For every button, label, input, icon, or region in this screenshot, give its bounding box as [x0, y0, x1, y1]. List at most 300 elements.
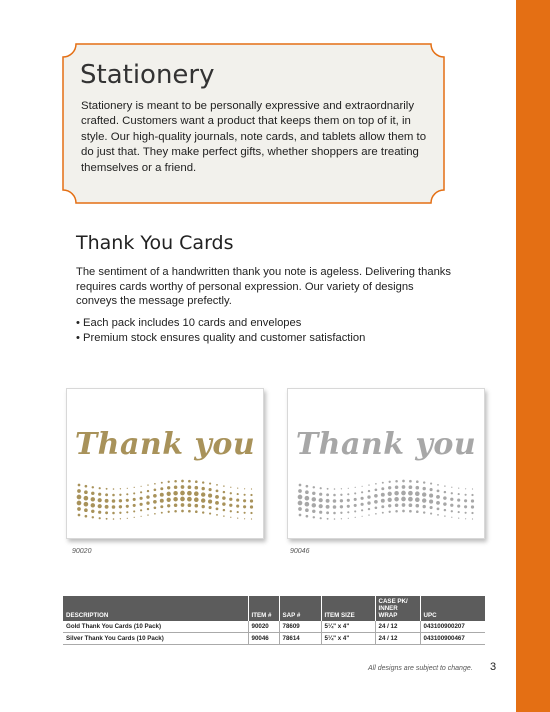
decorative-dot — [472, 518, 473, 519]
table-cell: 78614 — [279, 633, 321, 645]
decorative-dot — [416, 504, 420, 508]
decorative-dot — [112, 505, 116, 509]
decorative-dot — [313, 486, 315, 488]
decorative-dot — [181, 485, 185, 489]
decorative-dot — [437, 490, 440, 493]
decorative-dot — [368, 508, 370, 510]
decorative-dot — [126, 493, 128, 495]
decorative-dot — [167, 504, 170, 507]
decorative-dot — [236, 505, 239, 508]
decorative-dot — [451, 517, 452, 518]
product-sku-label: 90020 — [72, 548, 92, 555]
table-cell: 5¼" x 4" — [321, 621, 375, 633]
decorative-dot — [237, 518, 238, 519]
section-side-tab-label-wrap — [0, 0, 34, 712]
decorative-dot — [105, 493, 108, 496]
decorative-dot — [334, 518, 336, 520]
decorative-dot — [167, 498, 171, 502]
decorative-dot — [126, 505, 129, 508]
decorative-dot — [153, 500, 157, 504]
decorative-dot — [84, 496, 89, 501]
decorative-dot — [471, 512, 473, 514]
decorative-dot — [367, 495, 370, 498]
decorative-dot — [395, 480, 398, 483]
decorative-dot — [348, 518, 349, 519]
decorative-dot — [140, 509, 142, 511]
table-header-cell: UPC — [420, 596, 485, 621]
decorative-dot — [423, 505, 426, 508]
decorative-dot — [341, 488, 342, 489]
decorative-dot — [244, 512, 246, 514]
decorative-dot — [340, 505, 343, 508]
decorative-dot — [354, 510, 356, 512]
decorative-dot — [99, 487, 101, 489]
decorative-dot — [106, 488, 108, 490]
decorative-dot — [223, 491, 225, 493]
decorative-dot — [437, 514, 439, 516]
decorative-dot — [333, 505, 337, 509]
decorative-dot — [78, 484, 81, 487]
decorative-dot — [457, 505, 460, 508]
decorative-dot — [84, 490, 88, 494]
decorative-dot — [188, 485, 192, 489]
decorative-dot — [333, 499, 337, 503]
decorative-dot — [354, 498, 357, 501]
decorative-dot — [222, 502, 225, 505]
decorative-dot — [298, 495, 303, 500]
decorative-dot — [112, 499, 116, 503]
table-cell: 043100900467 — [420, 633, 485, 645]
decorative-dot — [167, 492, 171, 496]
decorative-dot — [382, 512, 384, 514]
decorative-dot — [127, 518, 128, 519]
decorative-dot — [451, 487, 452, 488]
decorative-dot — [250, 512, 252, 514]
decorative-dot — [236, 499, 239, 502]
decorative-dot — [381, 505, 384, 508]
decorative-dot — [401, 497, 406, 502]
decorative-dot — [78, 514, 81, 517]
decorative-dot — [146, 501, 149, 504]
decorative-dot — [208, 494, 212, 498]
intro-title: Stationery — [80, 60, 215, 90]
decorative-dot — [465, 512, 467, 514]
table-header-cell: DESCRIPTION — [63, 596, 248, 621]
decorative-dot — [306, 515, 309, 518]
table-header-row — [63, 596, 485, 621]
decorative-dot — [395, 503, 399, 507]
decorative-dot — [201, 492, 205, 496]
decorative-dot — [429, 494, 433, 498]
decorative-dot — [444, 491, 446, 493]
decorative-dot — [471, 505, 474, 508]
decorative-dot — [326, 499, 330, 503]
decorative-dot — [98, 498, 102, 502]
table-header-cell: SAP # — [279, 596, 321, 621]
decorative-dot — [326, 511, 329, 514]
decorative-dot — [348, 488, 349, 489]
decorative-dot — [85, 515, 88, 518]
footer-disclaimer: All designs are subject to change. — [368, 665, 473, 672]
decorative-dot — [458, 488, 459, 489]
decorative-dot — [181, 503, 185, 507]
decorative-dot — [375, 488, 378, 491]
decorative-dot — [422, 498, 426, 502]
decorative-dot — [113, 518, 115, 520]
decorative-dot — [430, 488, 433, 491]
decorative-dot — [409, 485, 413, 489]
decorative-dot — [194, 497, 199, 502]
decorative-dot — [160, 487, 163, 490]
decorative-dot — [174, 503, 178, 507]
decorative-dot — [415, 491, 420, 496]
decorative-dot — [229, 498, 232, 501]
decorative-dot — [133, 504, 136, 507]
decorative-dot — [465, 488, 466, 489]
decorative-dot — [91, 492, 94, 495]
decorative-dot — [140, 503, 143, 506]
decorative-dot — [201, 498, 205, 502]
decorative-dot — [250, 494, 252, 496]
decorative-dot — [326, 493, 329, 496]
decorative-dot — [355, 487, 356, 488]
decorative-dot — [305, 490, 309, 494]
card-thank-you-text: Thank you — [295, 427, 477, 462]
decorative-dot — [395, 510, 398, 513]
decorative-dot — [402, 485, 406, 489]
decorative-dot — [374, 494, 378, 498]
decorative-dot — [354, 504, 357, 507]
decorative-dot — [84, 508, 88, 512]
table-header-cell: ITEM # — [248, 596, 279, 621]
decorative-dot — [216, 508, 219, 511]
decorative-dot — [408, 491, 413, 496]
decorative-dot — [347, 499, 350, 502]
decorative-dot — [230, 510, 232, 512]
decorative-dot — [458, 518, 459, 519]
decorative-dot — [333, 494, 336, 497]
decorative-dot — [368, 514, 369, 515]
decorative-dot — [134, 517, 135, 518]
decorative-dot — [416, 486, 420, 490]
decorative-dot — [106, 518, 108, 520]
decorative-dot — [112, 494, 115, 497]
decorative-dot — [98, 504, 102, 508]
decorative-dot — [243, 505, 246, 508]
decorative-dot — [141, 486, 142, 487]
intro-text: Stationery is meant to be personally expressive and extraordnarily crafted. Customers want a product that keeps them on top of it, in style. Our high-quality journals, note cards, and tablets allow them to do just that. They make perfect gifts, whether shoppers are treating themselves or a friend. — [81, 100, 427, 174]
decorative-dot — [209, 488, 212, 491]
decorative-dot — [451, 510, 453, 512]
section-text: The sentiment of a handwritten thank you note is ageless. Delivering thanks requires cards worthy of personal expression. Our variety of designs conveys the message prefectly. — [76, 266, 451, 307]
decorative-dot — [471, 499, 474, 502]
decorative-dot — [187, 497, 192, 502]
decorative-dot — [437, 508, 440, 511]
decorative-dot — [133, 498, 136, 501]
decorative-dot — [402, 480, 405, 483]
decorative-dot — [147, 484, 148, 485]
decorative-dot — [333, 512, 336, 515]
decorative-dot — [134, 487, 135, 488]
decorative-dot — [140, 491, 142, 493]
decorative-dot — [340, 499, 343, 502]
decorative-dot — [119, 512, 121, 514]
table-cell: 5¼" x 4" — [321, 633, 375, 645]
decorative-dot — [195, 480, 198, 483]
decorative-dot — [319, 493, 322, 496]
decorative-dot — [105, 499, 109, 503]
decorative-dot — [244, 494, 246, 496]
decorative-dot — [319, 498, 323, 502]
decorative-dot — [174, 480, 177, 483]
decorative-dot — [243, 499, 246, 502]
decorative-dot — [91, 497, 95, 501]
decorative-dot — [430, 483, 432, 485]
decorative-dot — [312, 503, 316, 507]
decorative-dot — [216, 490, 219, 493]
decorative-dot — [451, 492, 453, 494]
decorative-dot — [415, 497, 420, 502]
decorative-dot — [450, 504, 453, 507]
decorative-dot — [368, 490, 370, 492]
decorative-dot — [188, 510, 191, 513]
decorative-dot — [327, 488, 329, 490]
decorative-dot — [251, 518, 252, 519]
decorative-dot — [154, 513, 156, 515]
decorative-dot — [422, 492, 426, 496]
decorative-dot — [340, 512, 342, 514]
decorative-dot — [444, 509, 446, 511]
decorative-dot — [173, 491, 178, 496]
decorative-dot — [320, 487, 322, 489]
decorative-dot — [237, 493, 239, 495]
decorative-dot — [154, 506, 157, 509]
decorative-dot — [450, 498, 453, 501]
decorative-dot — [465, 518, 466, 519]
product-image-gold — [66, 388, 264, 539]
decorative-dot — [147, 490, 149, 492]
decorative-dot — [202, 481, 204, 483]
decorative-dot — [409, 503, 413, 507]
decorative-dot — [389, 511, 391, 513]
decorative-dot — [444, 485, 445, 486]
decorative-dot — [99, 517, 101, 519]
decorative-dot — [84, 502, 89, 507]
decorative-dot — [173, 497, 178, 502]
decorative-dot — [209, 506, 212, 509]
decorative-dot — [429, 500, 433, 504]
decorative-dot — [119, 494, 121, 496]
decorative-dot — [188, 503, 192, 507]
table-header-cell: CASE PK/ INNER WRAP — [375, 596, 420, 621]
decorative-dot — [312, 497, 316, 501]
decorative-dot — [436, 495, 440, 499]
decorative-dot — [312, 510, 315, 513]
table-cell: 24 / 12 — [375, 621, 420, 633]
table-cell: 90020 — [248, 621, 279, 633]
decorative-dot — [222, 496, 225, 499]
decorative-dot — [181, 510, 184, 513]
decorative-dot — [347, 511, 349, 513]
decorative-dot — [306, 485, 309, 488]
decorative-dot — [216, 484, 218, 486]
decorative-dot — [209, 483, 211, 485]
decorative-dot — [367, 501, 370, 504]
decorative-dot — [395, 485, 399, 489]
decorative-dot — [368, 484, 369, 485]
table-cell: 78609 — [279, 621, 321, 633]
table-header-cell: ITEM SIZE — [321, 596, 375, 621]
decorative-dot — [223, 515, 224, 516]
decorative-dot — [251, 488, 252, 489]
decorative-dot — [181, 480, 184, 483]
decorative-dot — [126, 511, 128, 513]
decorative-dot — [120, 488, 121, 489]
decorative-dot — [361, 503, 364, 506]
decorative-dot — [127, 488, 128, 489]
table-row — [63, 633, 485, 645]
decorative-dot — [119, 499, 122, 502]
decorative-dot — [161, 482, 163, 484]
decorative-dot — [229, 504, 232, 507]
table-cell: Silver Thank You Cards (10 Pack) — [63, 633, 248, 645]
decorative-dot — [423, 487, 426, 490]
decorative-dot — [388, 486, 391, 489]
decorative-dot — [375, 506, 378, 509]
decorative-dot — [340, 494, 342, 496]
decorative-dot — [298, 489, 302, 493]
decorative-dot — [133, 492, 135, 494]
decorative-dot — [327, 518, 329, 520]
decorative-dot — [347, 505, 350, 508]
decorative-dot — [298, 501, 303, 506]
decorative-dot — [299, 514, 302, 517]
section-side-tab — [516, 0, 550, 712]
decorative-dot — [147, 508, 149, 510]
decorative-dot — [464, 499, 467, 502]
decorative-dot — [443, 502, 446, 505]
decorative-dot — [402, 510, 405, 513]
decorative-dot — [202, 505, 205, 508]
decorative-dot — [341, 518, 342, 519]
decorative-dot — [215, 501, 219, 505]
decorative-dot — [409, 510, 412, 513]
feature-item: • Premium stock ensures quality and customer satisfaction — [76, 331, 365, 346]
decorative-dot — [133, 510, 135, 512]
decorative-dot — [180, 497, 185, 502]
decorative-dot — [140, 497, 143, 500]
decorative-dot — [141, 516, 142, 517]
decorative-dot — [347, 493, 349, 495]
decorative-dot — [430, 506, 433, 509]
decorative-dot — [91, 503, 95, 507]
decorative-dot — [334, 488, 336, 490]
decorative-dot — [423, 481, 425, 483]
decorative-dot — [402, 503, 406, 507]
decorative-dot — [305, 496, 310, 501]
decorative-dot — [250, 505, 253, 508]
decorative-dot — [375, 513, 377, 515]
decorative-dot — [408, 497, 413, 502]
decorative-dot — [305, 508, 309, 512]
decorative-dot — [354, 492, 356, 494]
decorative-dot — [92, 516, 94, 518]
decorative-dot — [187, 491, 192, 496]
table-cell: Gold Thank You Cards (10 Pack) — [63, 621, 248, 633]
decorative-dot — [77, 501, 82, 506]
decorative-dot — [361, 491, 363, 493]
decorative-dot — [194, 491, 199, 496]
decorative-dot — [161, 512, 163, 514]
decorative-dot — [195, 486, 199, 490]
decorative-dot — [202, 511, 204, 513]
decorative-dot — [216, 514, 218, 516]
decorative-dot — [430, 513, 432, 515]
dot-pattern-gold — [67, 389, 265, 540]
decorative-dot — [416, 510, 419, 513]
decorative-dot — [389, 481, 391, 483]
decorative-dot — [208, 500, 212, 504]
decorative-dot — [160, 493, 164, 497]
decorative-dot — [388, 492, 392, 496]
decorative-dot — [153, 494, 157, 498]
decorative-dot — [362, 486, 363, 487]
product-spec-table — [63, 596, 485, 645]
decorative-dot — [375, 483, 377, 485]
decorative-dot — [355, 517, 356, 518]
decorative-dot — [313, 516, 315, 518]
decorative-dot — [250, 499, 253, 502]
decorative-dot — [146, 495, 149, 498]
decorative-dot — [120, 518, 121, 519]
decorative-dot — [382, 482, 384, 484]
decorative-dot — [160, 505, 163, 508]
decorative-dot — [381, 493, 385, 497]
decorative-dot — [113, 488, 115, 490]
decorative-dot — [154, 483, 156, 485]
decorative-dot — [230, 517, 231, 518]
decorative-dot — [444, 515, 445, 516]
decorative-dot — [437, 484, 439, 486]
table-row — [63, 621, 485, 633]
decorative-dot — [160, 499, 164, 503]
table-cell: 043100900207 — [420, 621, 485, 633]
decorative-dot — [394, 491, 399, 496]
decorative-dot — [381, 499, 385, 503]
table-cell: 24 / 12 — [375, 633, 420, 645]
decorative-dot — [381, 487, 384, 490]
decorative-dot — [305, 502, 310, 507]
decorative-dot — [312, 492, 315, 495]
decorative-dot — [458, 511, 460, 513]
decorative-dot — [319, 511, 322, 514]
decorative-dot — [126, 499, 129, 502]
decorative-dot — [180, 491, 185, 496]
decorative-dot — [230, 492, 232, 494]
decorative-dot — [361, 497, 364, 500]
decorative-dot — [147, 514, 148, 515]
decorative-dot — [92, 486, 94, 488]
decorative-dot — [168, 511, 170, 513]
decorative-dot — [174, 510, 177, 513]
decorative-dot — [457, 499, 460, 502]
decorative-dot — [223, 509, 225, 511]
decorative-dot — [436, 501, 440, 505]
decorative-dot — [298, 507, 302, 511]
decorative-dot — [472, 488, 473, 489]
decorative-dot — [215, 495, 219, 499]
decorative-dot — [188, 480, 191, 483]
